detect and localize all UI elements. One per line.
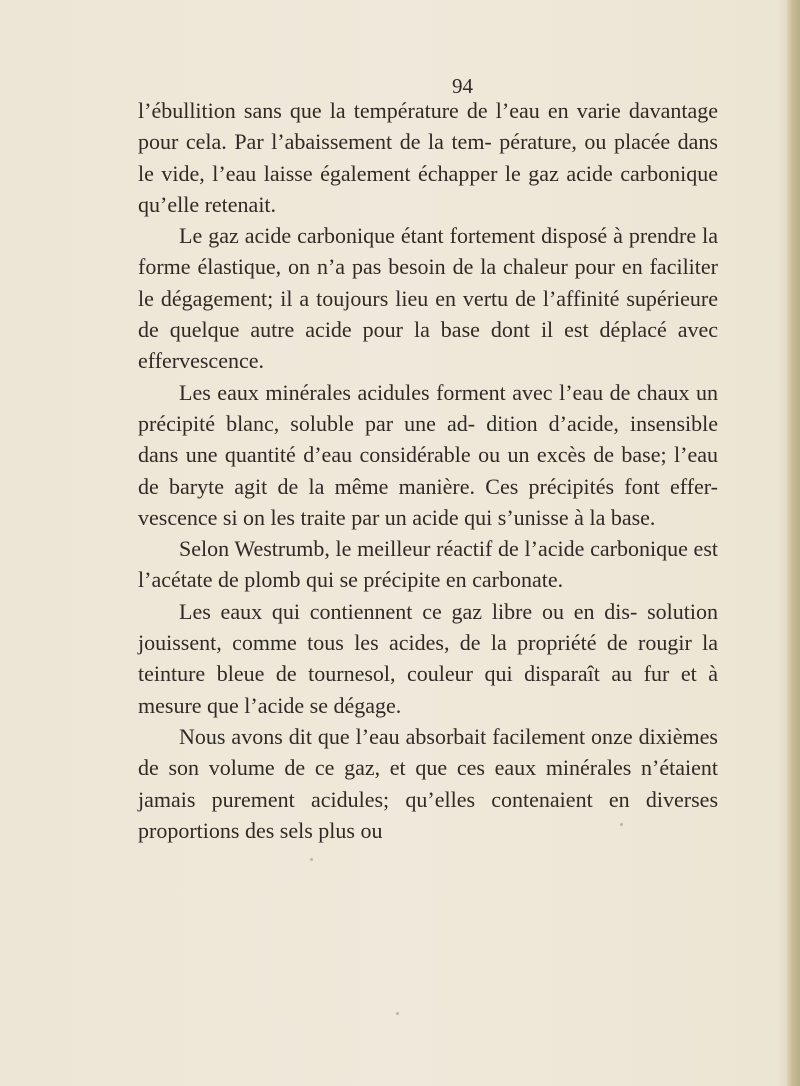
paper-speck [396, 1012, 399, 1015]
paragraph: Nous avons dit que l’eau absorbait facilement onze dixièmes de son volume de ce gaz, et que ces eaux minérales n’étaient jamais purement acidules; qu’elles contenaient en diverses proportions des sels plus ou [138, 723, 718, 843]
page-body-text [138, 95, 718, 846]
paragraph: Selon Westrumb, le meilleur réactif de l’acide carbonique est l’acétate de plomb qui se précipite en carbonate. [138, 536, 718, 593]
page-number: 94 [452, 74, 473, 98]
paper-speck [310, 858, 313, 861]
paragraph: Le gaz acide carbonique étant fortement disposé à prendre la forme élastique, on n’a pas besoin de la chaleur pour en faciliter le dégagement; il a toujours lieu en vertu de l’affinité supérieure de quelque autre acide pour la base dont il est déplacé avec effervescence. [138, 223, 718, 374]
paragraph: Les eaux minérales acidules forment avec l’eau de chaux un précipité blanc, soluble par une ad- dition d’acide, insensible dans une quantité d’eau considérable ou un excès de base; l’eau de baryte agit de la même manière. Ces précipités font effer- vescence si on les traite par un acide qui s’unisse à la base. [138, 379, 718, 530]
page-edge-shadow [786, 0, 800, 1086]
paper-speck [620, 823, 623, 826]
paragraph-continued: l’ébullition sans que la température de l’eau en varie davantage pour cela. Par l’abaissement de la tem- pérature, ou placée dans le vide, l’eau laisse également échapper le gaz acide carbonique qu’elle retenait. [138, 98, 718, 217]
paragraph: Les eaux qui contiennent ce gaz libre ou en dis- solution jouissent, comme tous les acides, de la propriété de rougir la teinture bleue de tournesol, couleur qui disparaît au fur et à mesure que l’acide se dégage. [138, 598, 718, 718]
